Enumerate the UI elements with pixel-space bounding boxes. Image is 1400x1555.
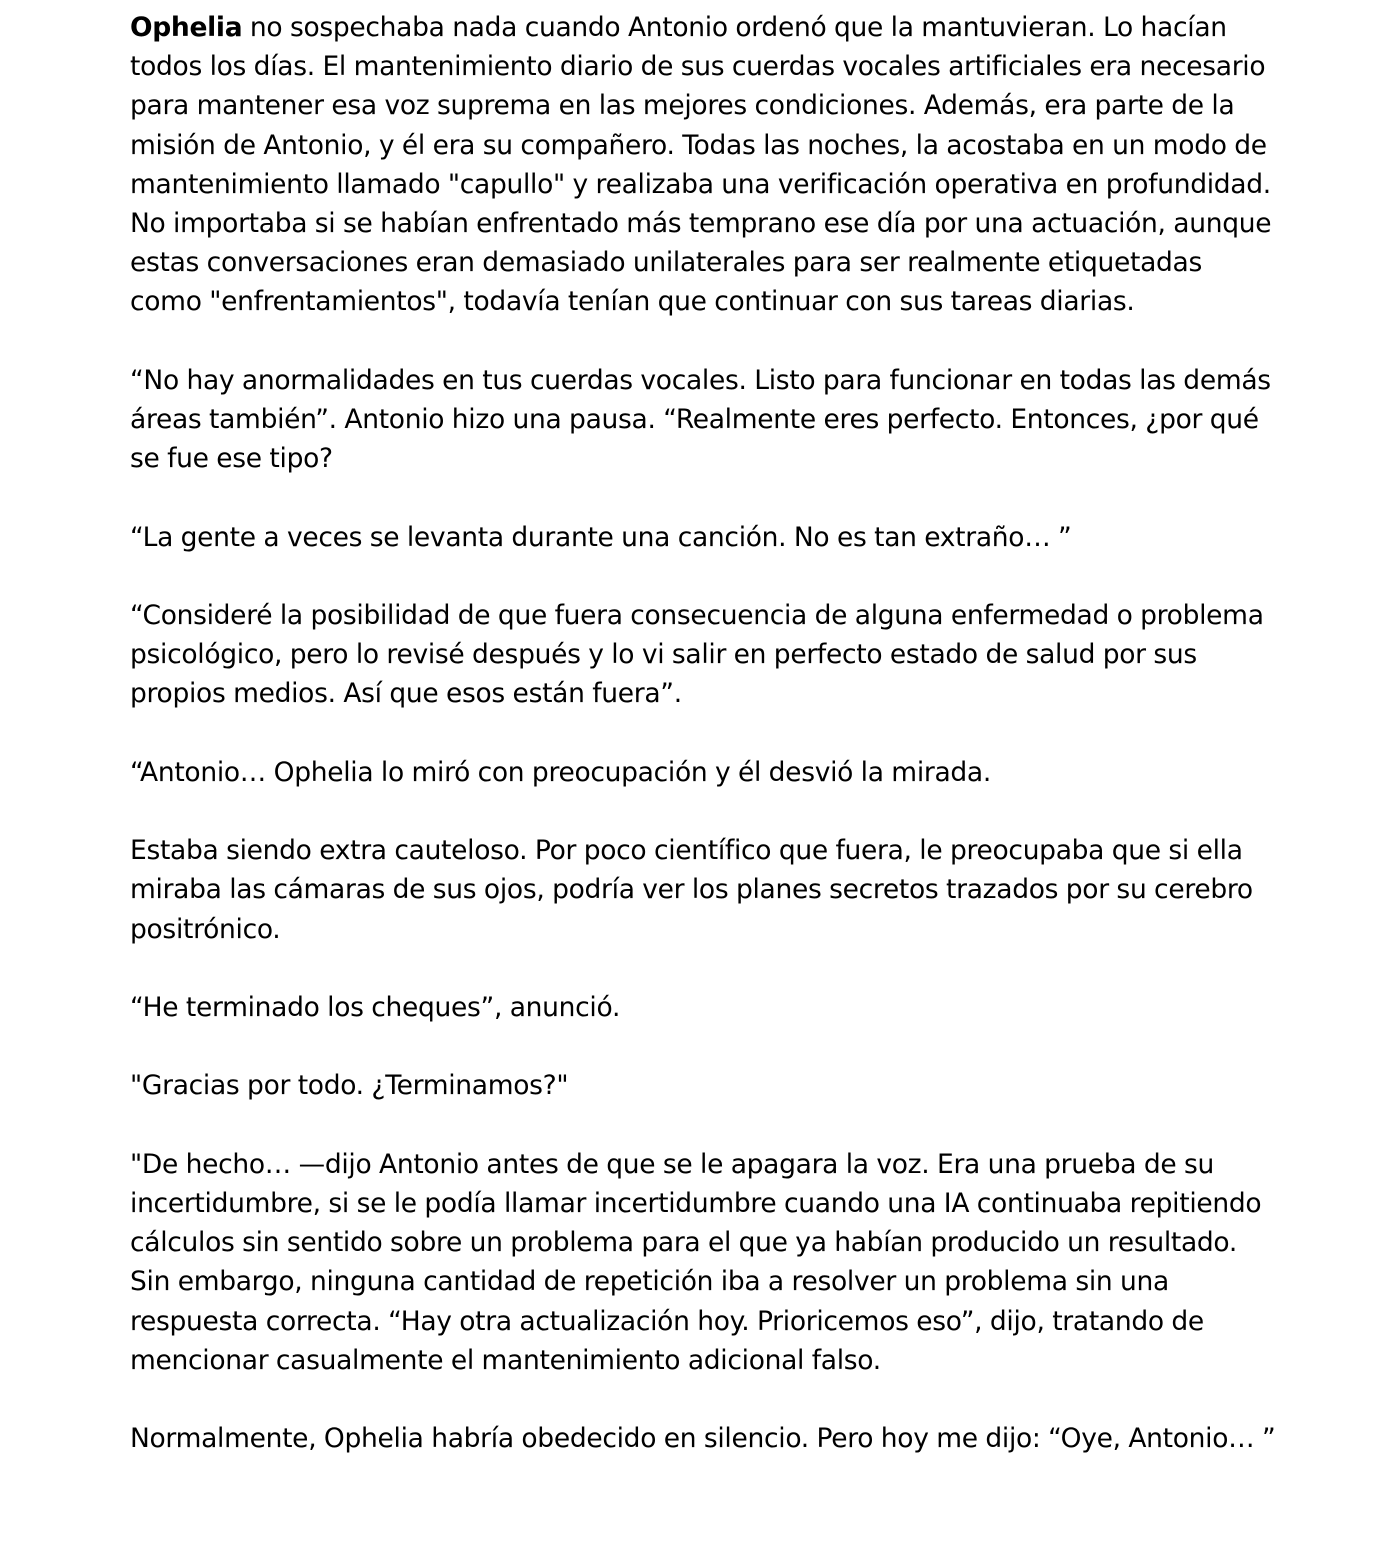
document-body	[130, 8, 1280, 1458]
paragraph-6: Estaba siendo extra cauteloso. Por poco científico que fuera, le preocupaba que si ella miraba las cámaras de sus ojos, podría ver los planes secretos trazados por su cerebro positrónico.	[130, 835, 1253, 945]
paragraph-5: “Antonio… Ophelia lo miró con preocupación y él desvió la mirada.	[130, 756, 991, 788]
paragraph-10: Normalmente, Ophelia habría obedecido en silencio. Pero hoy me dijo: “Oye, Antonio… ”	[130, 1423, 1276, 1455]
paragraph-7: “He terminado los cheques”, anunció.	[130, 991, 621, 1023]
paragraph-2: “No hay anormalidades en tus cuerdas vocales. Listo para funcionar en todas las demás áreas también”. Antonio hizo una pausa. “Realmente eres perfecto. Entonces, ¿por qué se fue ese tipo?	[130, 364, 1271, 475]
paragraph-9: "De hecho… —dijo Antonio antes de que se le apagara la voz. Era una prueba de su incertidumbre, si se le podía llamar incertidumbre cuando una IA continuaba repitiendo cálculos sin sentido sobre un problema para el que ya habían producido un resultado. Sin embargo, ninguna cantidad de repetición iba a resolver un problema sin una respuesta correcta. “Hay otra actualización hoy. Prioricemos eso”, dijo, tratando de mencionar casualmente el mantenimiento adicional falso.	[130, 1148, 1262, 1376]
paragraph-4: “Consideré la posibilidad de que fuera consecuencia de alguna enfermedad o problema psicológico, pero lo revisé después y lo vi salir en perfecto estado de salud por sus propios medios. Así que esos están fuera”.	[130, 600, 1264, 710]
paragraph-1	[130, 8, 1280, 322]
paragraph-3: “La gente a veces se levanta durante una canción. No es tan extraño… ”	[130, 521, 1072, 553]
paragraph-1-text: no sospechaba nada cuando Antonio ordenó que la mantuvieran. Lo hacían todos los días. El mantenimiento diario de sus cuerdas vocales artificiales era necesario para mantener esa voz suprema en las mejores condiciones. Además, era parte de la misión de Antonio, y él era su compañero. Todas las noches, la acostaba en un modo de mantenimiento llamado "capullo" y realizaba una verificación operativa en profundidad. No importaba si se habían enfrentado más temprano ese día por una actuación, aunque estas conversaciones eran demasiado unilaterales para ser realmente etiquetadas como "enfrentamientos", todavía tenían que continuar con sus tareas diarias.	[130, 12, 1272, 318]
character-name-bold: Ophelia	[130, 12, 243, 43]
paragraph-8: "Gracias por todo. ¿Terminamos?"	[130, 1070, 569, 1102]
